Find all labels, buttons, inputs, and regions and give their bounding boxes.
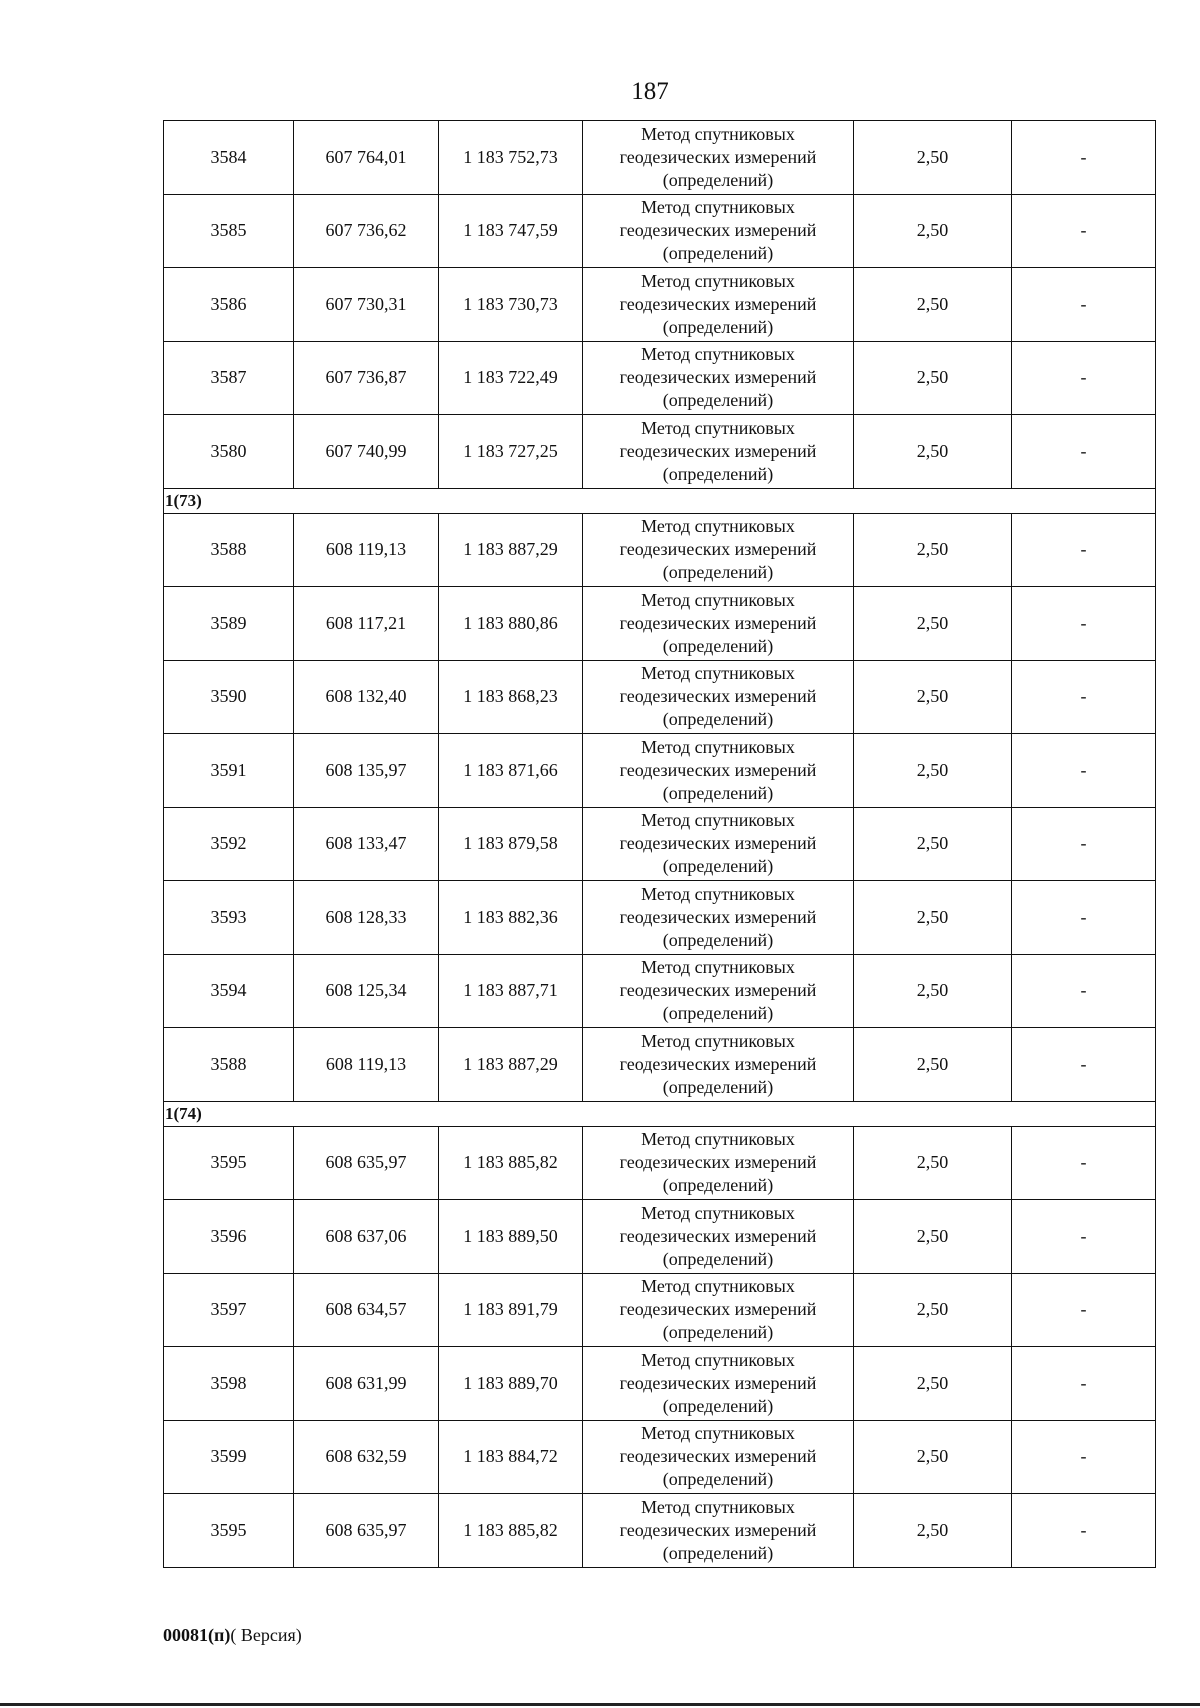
method-text-line: (определений) bbox=[662, 1395, 774, 1416]
document-footer bbox=[163, 1625, 302, 1646]
method-text-line: (определений) bbox=[662, 243, 774, 264]
x-coordinate-cell: 608 133,47 bbox=[294, 807, 439, 881]
accuracy-cell: 2,50 bbox=[854, 1347, 1012, 1421]
y-coordinate-cell: 1 183 891,79 bbox=[439, 1273, 583, 1347]
section-label: 1(73) bbox=[164, 488, 1156, 513]
point-number-cell: 3599 bbox=[164, 1420, 294, 1494]
method-text-line: (определений) bbox=[662, 1322, 774, 1343]
point-number-cell: 3594 bbox=[164, 954, 294, 1028]
method-text-line: Метод спутниковых bbox=[641, 1202, 795, 1223]
y-coordinate-cell: 1 183 868,23 bbox=[439, 660, 583, 734]
document-code: 00081(п) bbox=[163, 1625, 231, 1645]
y-coordinate-cell: 1 183 727,25 bbox=[439, 415, 583, 489]
y-coordinate-cell: 1 183 887,29 bbox=[439, 1028, 583, 1102]
method-text-line: геодезических измерений bbox=[619, 440, 817, 461]
table-row bbox=[164, 881, 1156, 955]
note-cell: - bbox=[1012, 341, 1156, 415]
method-cell bbox=[583, 881, 854, 955]
method-cell bbox=[583, 734, 854, 808]
method-text-line: геодезических измерений bbox=[619, 980, 817, 1001]
method-text-line: (определений) bbox=[662, 1248, 774, 1269]
note-cell: - bbox=[1012, 1273, 1156, 1347]
method-text-line: геодезических измерений bbox=[619, 220, 817, 241]
y-coordinate-cell: 1 183 889,70 bbox=[439, 1347, 583, 1421]
x-coordinate-cell: 608 631,99 bbox=[294, 1347, 439, 1421]
point-number-cell: 3595 bbox=[164, 1494, 294, 1568]
method-text-line: геодезических измерений bbox=[619, 367, 817, 388]
method-cell bbox=[583, 1494, 854, 1568]
method-text-line: Метод спутниковых bbox=[641, 589, 795, 610]
method-cell bbox=[583, 194, 854, 268]
y-coordinate-cell: 1 183 752,73 bbox=[439, 121, 583, 195]
method-text-line: (определений) bbox=[662, 316, 774, 337]
y-coordinate-cell: 1 183 889,50 bbox=[439, 1200, 583, 1274]
method-text-line: геодезических измерений bbox=[619, 612, 817, 633]
point-number-cell: 3596 bbox=[164, 1200, 294, 1274]
accuracy-cell: 2,50 bbox=[854, 1028, 1012, 1102]
table-row bbox=[164, 1028, 1156, 1102]
method-text-line: (определений) bbox=[662, 856, 774, 877]
note-cell: - bbox=[1012, 1347, 1156, 1421]
x-coordinate-cell: 608 635,97 bbox=[294, 1494, 439, 1568]
accuracy-cell: 2,50 bbox=[854, 807, 1012, 881]
point-number-cell: 3586 bbox=[164, 268, 294, 342]
accuracy-cell: 2,50 bbox=[854, 1126, 1012, 1200]
method-text-line: Метод спутниковых bbox=[641, 1349, 795, 1370]
table-row bbox=[164, 734, 1156, 808]
coordinates-table-body bbox=[164, 121, 1156, 1568]
method-text-line: (определений) bbox=[662, 1003, 774, 1024]
point-number-cell: 3589 bbox=[164, 587, 294, 661]
y-coordinate-cell: 1 183 887,29 bbox=[439, 513, 583, 587]
table-row bbox=[164, 513, 1156, 587]
method-text-line: геодезических измерений bbox=[619, 833, 817, 854]
method-cell bbox=[583, 1420, 854, 1494]
method-text-line: Метод спутниковых bbox=[641, 344, 795, 365]
point-number-cell: 3588 bbox=[164, 513, 294, 587]
method-text-line: Метод спутниковых bbox=[641, 1030, 795, 1051]
accuracy-cell: 2,50 bbox=[854, 341, 1012, 415]
method-text-line: Метод спутниковых bbox=[641, 516, 795, 537]
table-row bbox=[164, 1420, 1156, 1494]
x-coordinate-cell: 608 637,06 bbox=[294, 1200, 439, 1274]
accuracy-cell: 2,50 bbox=[854, 121, 1012, 195]
method-text-line: геодезических измерений bbox=[619, 1299, 817, 1320]
y-coordinate-cell: 1 183 885,82 bbox=[439, 1126, 583, 1200]
note-cell: - bbox=[1012, 1028, 1156, 1102]
note-cell: - bbox=[1012, 415, 1156, 489]
table-row bbox=[164, 807, 1156, 881]
x-coordinate-cell: 608 119,13 bbox=[294, 513, 439, 587]
method-text-line: геодезических измерений bbox=[619, 686, 817, 707]
y-coordinate-cell: 1 183 871,66 bbox=[439, 734, 583, 808]
method-text-line: Метод спутниковых bbox=[641, 663, 795, 684]
method-text-line: геодезических измерений bbox=[619, 1053, 817, 1074]
table-row bbox=[164, 1273, 1156, 1347]
note-cell: - bbox=[1012, 734, 1156, 808]
x-coordinate-cell: 608 128,33 bbox=[294, 881, 439, 955]
method-text-line: (определений) bbox=[662, 562, 774, 583]
x-coordinate-cell: 607 736,62 bbox=[294, 194, 439, 268]
note-cell: - bbox=[1012, 807, 1156, 881]
accuracy-cell: 2,50 bbox=[854, 194, 1012, 268]
y-coordinate-cell: 1 183 722,49 bbox=[439, 341, 583, 415]
x-coordinate-cell: 608 634,57 bbox=[294, 1273, 439, 1347]
table-row bbox=[164, 194, 1156, 268]
accuracy-cell: 2,50 bbox=[854, 954, 1012, 1028]
accuracy-cell: 2,50 bbox=[854, 881, 1012, 955]
point-number-cell: 3580 bbox=[164, 415, 294, 489]
note-cell: - bbox=[1012, 881, 1156, 955]
page-number: 187 bbox=[631, 78, 669, 105]
method-cell bbox=[583, 268, 854, 342]
note-cell: - bbox=[1012, 194, 1156, 268]
method-cell bbox=[583, 660, 854, 734]
method-text-line: Метод спутниковых bbox=[641, 270, 795, 291]
note-cell: - bbox=[1012, 1420, 1156, 1494]
method-cell bbox=[583, 1273, 854, 1347]
section-row bbox=[164, 1101, 1156, 1126]
method-cell bbox=[583, 1200, 854, 1274]
method-text-line: (определений) bbox=[662, 782, 774, 803]
method-cell bbox=[583, 341, 854, 415]
method-text-line: Метод спутниковых bbox=[641, 1496, 795, 1517]
method-text-line: геодезических измерений bbox=[619, 1446, 817, 1467]
table-row bbox=[164, 341, 1156, 415]
accuracy-cell: 2,50 bbox=[854, 734, 1012, 808]
y-coordinate-cell: 1 183 884,72 bbox=[439, 1420, 583, 1494]
table-row bbox=[164, 1494, 1156, 1568]
section-row bbox=[164, 488, 1156, 513]
method-text-line: геодезических измерений bbox=[619, 539, 817, 560]
note-cell: - bbox=[1012, 587, 1156, 661]
note-cell: - bbox=[1012, 660, 1156, 734]
accuracy-cell: 2,50 bbox=[854, 587, 1012, 661]
method-text-line: геодезических измерений bbox=[619, 293, 817, 314]
accuracy-cell: 2,50 bbox=[854, 1420, 1012, 1494]
accuracy-cell: 2,50 bbox=[854, 415, 1012, 489]
accuracy-cell: 2,50 bbox=[854, 268, 1012, 342]
x-coordinate-cell: 607 736,87 bbox=[294, 341, 439, 415]
point-number-cell: 3598 bbox=[164, 1347, 294, 1421]
method-text-line: (определений) bbox=[662, 390, 774, 411]
accuracy-cell: 2,50 bbox=[854, 1494, 1012, 1568]
y-coordinate-cell: 1 183 887,71 bbox=[439, 954, 583, 1028]
point-number-cell: 3591 bbox=[164, 734, 294, 808]
point-number-cell: 3595 bbox=[164, 1126, 294, 1200]
method-cell bbox=[583, 1126, 854, 1200]
method-text-line: (определений) bbox=[662, 709, 774, 730]
table-row bbox=[164, 1126, 1156, 1200]
y-coordinate-cell: 1 183 880,86 bbox=[439, 587, 583, 661]
method-text-line: (определений) bbox=[662, 169, 774, 190]
method-text-line: геодезических измерений bbox=[619, 1519, 817, 1540]
method-cell bbox=[583, 1028, 854, 1102]
x-coordinate-cell: 608 135,97 bbox=[294, 734, 439, 808]
method-cell bbox=[583, 807, 854, 881]
y-coordinate-cell: 1 183 879,58 bbox=[439, 807, 583, 881]
x-coordinate-cell: 608 125,34 bbox=[294, 954, 439, 1028]
note-cell: - bbox=[1012, 121, 1156, 195]
method-text-line: (определений) bbox=[662, 463, 774, 484]
method-text-line: (определений) bbox=[662, 929, 774, 950]
accuracy-cell: 2,50 bbox=[854, 660, 1012, 734]
coordinates-table bbox=[163, 120, 1156, 1568]
method-text-line: Метод спутниковых bbox=[641, 1276, 795, 1297]
table-row bbox=[164, 660, 1156, 734]
document-version: ( Версия) bbox=[230, 1625, 302, 1645]
method-text-line: Метод спутниковых bbox=[641, 810, 795, 831]
table-row bbox=[164, 415, 1156, 489]
y-coordinate-cell: 1 183 747,59 bbox=[439, 194, 583, 268]
note-cell: - bbox=[1012, 1200, 1156, 1274]
method-cell bbox=[583, 587, 854, 661]
method-text-line: Метод спутниковых bbox=[641, 1129, 795, 1150]
accuracy-cell: 2,50 bbox=[854, 1273, 1012, 1347]
x-coordinate-cell: 607 740,99 bbox=[294, 415, 439, 489]
y-coordinate-cell: 1 183 882,36 bbox=[439, 881, 583, 955]
method-text-line: (определений) bbox=[662, 1542, 774, 1563]
y-coordinate-cell: 1 183 730,73 bbox=[439, 268, 583, 342]
point-number-cell: 3590 bbox=[164, 660, 294, 734]
page-bottom-edge bbox=[0, 1703, 1200, 1706]
x-coordinate-cell: 608 132,40 bbox=[294, 660, 439, 734]
method-text-line: (определений) bbox=[662, 635, 774, 656]
accuracy-cell: 2,50 bbox=[854, 513, 1012, 587]
point-number-cell: 3588 bbox=[164, 1028, 294, 1102]
point-number-cell: 3587 bbox=[164, 341, 294, 415]
method-text-line: Метод спутниковых bbox=[641, 123, 795, 144]
method-text-line: Метод спутниковых bbox=[641, 736, 795, 757]
point-number-cell: 3597 bbox=[164, 1273, 294, 1347]
method-cell bbox=[583, 954, 854, 1028]
point-number-cell: 3593 bbox=[164, 881, 294, 955]
method-text-line: геодезических измерений bbox=[619, 1225, 817, 1246]
table-row bbox=[164, 587, 1156, 661]
note-cell: - bbox=[1012, 1126, 1156, 1200]
section-label: 1(74) bbox=[164, 1101, 1156, 1126]
note-cell: - bbox=[1012, 954, 1156, 1028]
method-text-line: Метод спутниковых bbox=[641, 957, 795, 978]
point-number-cell: 3584 bbox=[164, 121, 294, 195]
method-text-line: (определений) bbox=[662, 1076, 774, 1097]
method-cell bbox=[583, 1347, 854, 1421]
method-text-line: Метод спутниковых bbox=[641, 883, 795, 904]
x-coordinate-cell: 608 632,59 bbox=[294, 1420, 439, 1494]
method-text-line: геодезических измерений bbox=[619, 146, 817, 167]
method-text-line: Метод спутниковых bbox=[641, 197, 795, 218]
table-row bbox=[164, 121, 1156, 195]
method-text-line: геодезических измерений bbox=[619, 759, 817, 780]
table-row bbox=[164, 1347, 1156, 1421]
x-coordinate-cell: 608 119,13 bbox=[294, 1028, 439, 1102]
method-text-line: Метод спутниковых bbox=[641, 1423, 795, 1444]
method-text-line: геодезических измерений bbox=[619, 906, 817, 927]
point-number-cell: 3585 bbox=[164, 194, 294, 268]
table-row bbox=[164, 954, 1156, 1028]
y-coordinate-cell: 1 183 885,82 bbox=[439, 1494, 583, 1568]
method-text-line: Метод спутниковых bbox=[641, 417, 795, 438]
method-text-line: (определений) bbox=[662, 1469, 774, 1490]
x-coordinate-cell: 608 635,97 bbox=[294, 1126, 439, 1200]
x-coordinate-cell: 608 117,21 bbox=[294, 587, 439, 661]
method-cell bbox=[583, 513, 854, 587]
note-cell: - bbox=[1012, 1494, 1156, 1568]
method-text-line: (определений) bbox=[662, 1175, 774, 1196]
point-number-cell: 3592 bbox=[164, 807, 294, 881]
x-coordinate-cell: 607 730,31 bbox=[294, 268, 439, 342]
method-text-line: геодезических измерений bbox=[619, 1152, 817, 1173]
method-cell bbox=[583, 415, 854, 489]
note-cell: - bbox=[1012, 268, 1156, 342]
table-row bbox=[164, 268, 1156, 342]
x-coordinate-cell: 607 764,01 bbox=[294, 121, 439, 195]
method-cell bbox=[583, 121, 854, 195]
table-row bbox=[164, 1200, 1156, 1274]
note-cell: - bbox=[1012, 513, 1156, 587]
method-text-line: геодезических измерений bbox=[619, 1372, 817, 1393]
accuracy-cell: 2,50 bbox=[854, 1200, 1012, 1274]
